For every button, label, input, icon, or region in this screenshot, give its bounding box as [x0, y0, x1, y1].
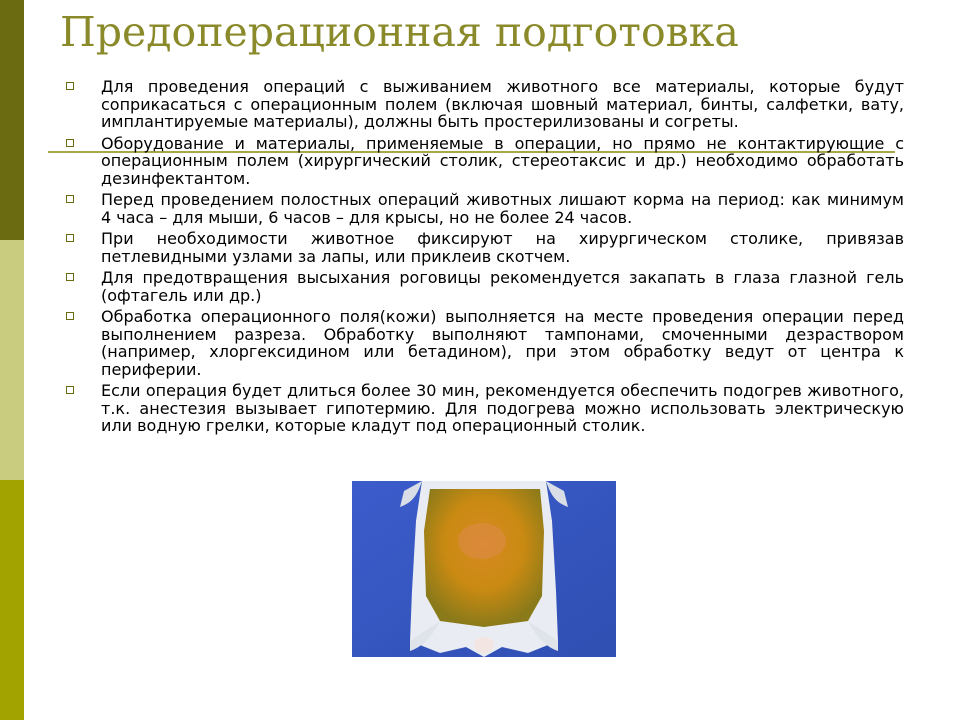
square-bullet-icon: [66, 82, 74, 90]
sidebar-band-bottom: [0, 480, 24, 720]
bullet-text: Обработка операционного поля(кожи) выполняется на месте проведения операции перед выполнением разреза. Обработку выполняют тампонами, смоченными дезраствором (например, хлоргексидином или бетадином), при этом обработку ведут от центра к периферии.: [101, 307, 904, 379]
bullet-text: Если операция будет длиться более 30 мин, рекомендуется обеспечить подогрев животного, т.к. анестезия вызывает гипотермию. Для подогрева можно использовать электрическую или водную грелки, которые кладут под операционный столик.: [101, 381, 904, 435]
sidebar-band-top: [0, 0, 24, 240]
sidebar-band-middle: [0, 240, 24, 480]
surgical-field-photo: [352, 481, 616, 657]
bullet-item: [64, 191, 904, 226]
bullet-item: [64, 230, 904, 265]
bullet-text: Оборудование и материалы, применяемые в операции, но прямо не контактирующие с операционным полем (хирургический столик, стереотаксис и др.) необходимо обработать дезинфектантом.: [101, 133, 904, 188]
bullet-item: [64, 382, 904, 435]
bullet-text: Для проведения операций с выживанием животного все материалы, которые будут соприкасаться с операционным полем (включая шовный материал, бинты, салфетки, вату, имплантируемые материалы), должны быть простерилизованы и согреты.: [101, 77, 904, 131]
square-bullet-icon: [66, 312, 74, 320]
square-bullet-icon: [66, 273, 74, 281]
bullet-text: При необходимости животное фиксируют на хирургическом столике, привязав петлевидными узлами за лапы, или приклеив скотчем.: [101, 229, 904, 266]
square-bullet-icon: [66, 386, 74, 394]
bullet-text: Для предотвращения высыхания роговицы рекомендуется закапать в глаза глазной гель (офтагель или др.): [101, 268, 904, 305]
slide-title: Предоперационная подготовка: [60, 8, 739, 56]
square-bullet-icon: [66, 195, 74, 203]
bullet-item: [64, 269, 904, 304]
bullet-item: [64, 78, 904, 131]
square-bullet-icon: [66, 234, 74, 242]
bullet-item: [64, 135, 904, 188]
bullet-item: [64, 308, 904, 378]
bullet-text: Перед проведением полостных операций животных лишают корма на период: как минимум 4 часа – для мыши, 6 часов – для крысы, но не более 24 часов.: [101, 190, 904, 227]
square-bullet-icon: [66, 139, 74, 147]
bullet-list: [64, 78, 904, 439]
